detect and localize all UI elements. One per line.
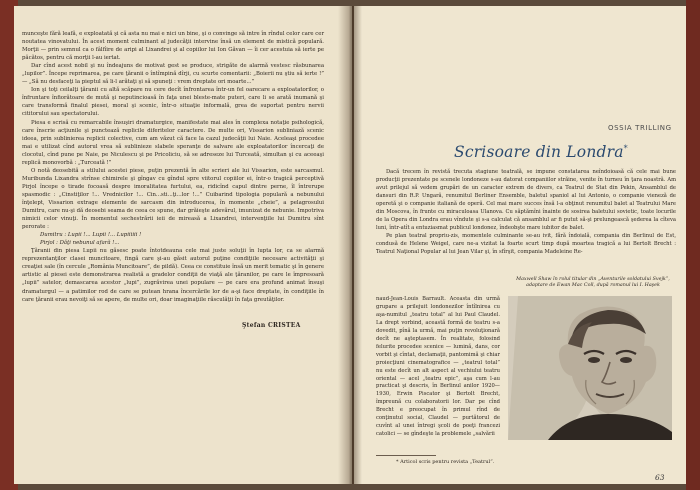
photo-caption: Maxwell Shaw în rolul titular din „Aventurile soldatului Svejk”, adaptare de Ewan Mac Coll, după romanul lui I. Haşek: [516, 277, 670, 289]
right-paragraph: naud-Jean-Louis Barrault. Aceasta din urmă grupare a prilejuit londonezilor întîlnirea cu aşa-numitul „teatru total” al lui Paul Claudel. La drept vorbind, această formă de teatru s-a dovedit, pînă la urmă, mai puţin revoluţionară decît ne aşteptasem. În realitate, folosind felurite procedee scenice — lumină, dans, cor vorbit şi cîntat, declamaţii, pantomimă şi chiar proiecţiuni cinematografice — „teatrul total” nu este decît un alt aspect al vechiului teatru oriental — acel „teatru epic”, aşa cum l-au practicat şi descris, în Berlinul anilor 1920—1930, Erwin Piscator şi Bertolt Brecht, împreună cu colaboratorii lor. Dar pe cînd Brecht e preocupat în primul rînd de conţinutul social, Claudel — purtătorul de cuvînt al unei întregi şcoli de poeţi francezi catolici — se gîndeşte la problemele „salvării: [376, 296, 500, 438]
verse-line: Dumitru : Lupii !... Lupii !... Lupiiiiii !: [40, 232, 142, 239]
left-paragraph: O notă deosebită a stilului acestei piese, puţin prezentă în alte scrieri ale lui Vissarion, este sarcasmul. Muribunda Lixandra strînse chimirele şi gîngav cu gîndul spre viitorul copiilor ei, într-o tragică perceptivă Pirjol începe o tirade focoasă despre imoralitatea furtului, ea, ridicînd capul dintre perne, îl întrerupe spasmodic : „Cinstiţilor !... Vrednicilor !... Cin...sti...ţi...lor !...” Cuibarind tipologia populară a nebunului înţelept, Vissarion extrage elemente de sarcasm din introducerea, în momente „cheie”, a pelagrosului Dumitru, care nu-şi dă deosebi seama de ceea ce spune, dar grăieşte adevărul, imunizat de nebunie. Impotriva nimicii celor vinuţi. În momentul sechestrării ieii de mireasă a Lixandrei, intervenţiile lui Dumitru sînt perorate :: [22, 167, 324, 231]
actor-portrait-image: [508, 296, 672, 440]
footnote-rule: [376, 455, 436, 456]
right-paragraph: Dacă trecem în revistă trecuta stagiune teatrală, se impune constatarea neîndoioasă că cele mai bune producţii prezentate pe scenele londoneze s-au datorat companiilor străine, venite în turneu în ţara noastră. Am avut prilejul să vedem grupări de un caracter extrem de divers, ca Teatrul de Stat din Pekin, Ansamblul de dansuri din R.P. Ungară, renumitul Berliner Ensemble, baletul spaniol al lui Antonio, o companie vieneză de operetă şi o companie italiană de operă. Cel mai mare succes însă l-a obţinut renumitul balet al Teatrului Mare din Moscova, în frunte cu miraculoasa Ulanova. Cu săptămîni înainte de sosirea baletului sovietic, toate locurile de la Opera din Londra erau vîndute şi s-a calculat că ansamblul ar fi putut să-şi prelungească şederea la cîteva luni, într-atît a entuziasmat publicul londonez, îndeobşte mare iubitor de balet.: [376, 169, 676, 231]
right-paragraph: Pe plan teatral propriu-zis, momentele culminante se-au ivit, fără îndoială, compania din Berlinul de Est, condusă de Helene Weigel, care ne-a vizitat la foarte scurt timp după moartea tragică a lui Bertolt Brecht : Teatrul Naţional Popular al lui Jean Vilar şi, în sfîrşit, compania Madeleine Re-: [376, 233, 676, 255]
footnote: * Articol scris pentru revista „Teatrul”.: [396, 459, 495, 465]
page-number: 63: [655, 473, 665, 482]
left-paragraph: Ţăranii din piesa Lupii nu găsesc poate întotdeauna cele mai juste soluţii în lupta lor, ca se alarmă reprezentanţilor clasei muncitoare, fingă care şi-au găsit autorul puţine condiţiile necesare activităţii şi creaţiei sale (în cercule „România Muncitoare”, de pildă). Ceea ce constituie însă un merit tematic şi în genere artistic al piesei este demonstrarea realistă a gradelor condiţii de viaţă ale ţăranilor, pe care le împresoară „lupii” satelor, demascarea acestor „lupi”, zugrăvirea unei populare — pe care era profund animat însuşi dramaturgul — a patimilor rod de care se putean hrana încercările lor de a-şi face dreptate, în condiţiile în care ţăranii erau nevoiţi să se apere, de multe ori, doar imaginaţiile răsculăţii în faţa greutăţilor.: [22, 248, 324, 303]
left-paragraph: munceşte fără leafă, e exploatată şi că asta nu mai e nici un bine, şi o convinge să intre în rîndul celor care cer noutatea vinovatului. În acest moment culminant al judecăţii intervine însă un element de mistică populară. Morţii — prin semnul ca o fâlfîire de aripi al Lixandrei şi al copiilor lui Ion Găvan — îi cer acestuia să ierte pe păcătos, pentru că morţii l-au iertat.: [22, 31, 324, 62]
left-paragraph: Ion şi toţi ceilalţi ţăranii cu altă scăpare nu cere decît înfrontarea într-un fel oarecare a exploatatorilor, o înfruntare înfiorătoare de mută şi neputincioasă în faţa unei bleste-mate puteri, care li se arată inumană şi care transformă finalul piesei, moral şi scenic, într-o situaţie informală, grea de suportat pentru nervii cititorului sau spectatorului.: [22, 87, 324, 118]
right-page-intro: [376, 168, 676, 256]
article-title-text: Scrisoare din Londra: [454, 143, 624, 161]
left-page-text: [22, 30, 324, 304]
article-title: [454, 143, 628, 161]
actor-photo: [508, 296, 672, 440]
binding-right: [686, 0, 700, 490]
author-signature: Ştefan CRISTEA: [242, 322, 301, 329]
verse-line: Pirjol : Dăţi nebunul afară !...: [40, 240, 120, 247]
book-gutter: [338, 6, 362, 484]
footnote-marker: *: [623, 143, 628, 153]
left-paragraph: Dar cînd acest nobil şi nu îndeajuns de motivat gest se produce, strigăte de alarmă vestesc răsbunarea „lupilor”. Începe reprimarea, pe care ţăranii o întîmpină dîrji, cu scurte comentarii: „Boierii nu ştiu să ierte !” — „Să nu desfaceţi la pieptul să li-l arătaţi şi să spuneţi : vrem dreptate ori moarte...”: [22, 63, 324, 86]
article-author: OSSIA TRILLING: [608, 124, 672, 132]
right-page-narrow-column: [376, 296, 500, 439]
left-paragraph: Piesa e scrisă cu remarcabile însuşiri dramaturgice, manifestate mai ales în complexa notaţie psihologică, care înscrie acţiunile şi punctează replicile diferitelor caractere. De multe ori, Vissarion subliniază scenic ideea, prin sublinierea replicii colective, cum am văzut că face la cazul judecăţii lui Naie. Aceleaşi procedee mai e utilizat cînd autorul vrea să sublinieze slabele speranţe de salvare ale exploatatorilor încercaţi de clocotul, cînd pune pe Naie, pe Niculescu şi pe Pricoliciu, să se adreseze lui Turceată, simultan şi cu aceeaşi replică monovorbă : „Turceată !”: [22, 119, 324, 166]
